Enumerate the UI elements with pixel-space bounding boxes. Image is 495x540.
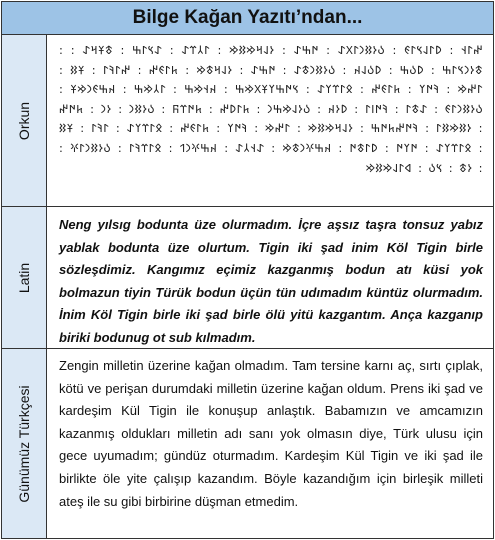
content-cell-modern-turkish bbox=[48, 349, 493, 538]
row-label-cell-orkun bbox=[2, 35, 47, 206]
table-title: Bilge Kağan Yazıtı’ndan... bbox=[2, 2, 493, 35]
latin-transliteration-text: Neng yılsıg bodunta üze olurmadım. İçre aşsız taşra tonsuz yabız yablak bodunta üze olurtum. Tigin iki şad inim Köl Tigin birle sözleşdimiz. Kangımız eçimiz kazganmış bodun atı küsi yok bolmazun tiyin Türük bodun üçün tün udımadım küntüz olurmadım. İnim Köl Tigin birle iki şad birle ölü yitü kazgantım. Ança kazganıp biriki bodunug ot sub kılmadım. bbox=[59, 217, 483, 345]
modern-turkish-text: Zengin milletin üzerine kağan olmadım. Tam tersine karnı aç, sırtı çıplak, kötü ve perişan durumdaki milletin üzerine kağan oldum. Prens iki şad ve kardeşim Kül Tigin ile konuşup anlaştık. Babamızın ve amcamızın kazanmış oldukları milletin adı sanı yok olmasın diye, Türk ulusu için gece uyumadım; gündüz oturmadım. Kardeşim Kül Tigin ve iki şad ile birlikte öle yite çalışıp kazandım. Böyle kazandığım için birleşik milleti ateş ile su gibi birbirine düşman etmedim. bbox=[59, 358, 483, 509]
content-cell-orkun bbox=[48, 35, 493, 206]
row-latin bbox=[2, 207, 493, 349]
row-label-latin: Latin bbox=[16, 262, 32, 293]
row-label-cell-latin bbox=[2, 207, 47, 348]
row-label-cell-modern-turkish bbox=[2, 349, 47, 538]
text-table bbox=[1, 1, 494, 539]
row-label-orkun: Orkun bbox=[16, 101, 32, 140]
row-modern-turkish bbox=[2, 349, 493, 538]
row-label-modern-turkish: Günümüz Türkçesi bbox=[16, 384, 32, 503]
orkun-runic-text: : 𐰤𐰃𐰭 : 𐰖𐰃𐰞𐰽𐰃𐰏 : 𐰉𐰆𐰑𐰣𐰃𐰓𐰀 : 𐰇𐰕𐰀 : 𐰆𐰞𐰺𐰢𐰑𐰢 : 𐰃𐰲𐰼𐰀 : 𐰀𐰽𐰃𐰕 : 𐱃𐱁𐰺𐰀 : 𐱃𐰆𐰣𐰽𐰃𐰕 : 𐰖𐰉𐰕 : 𐰖𐰉𐰞𐰴 : 𐰉𐰆𐰑𐰣𐱃𐰀 : 𐰇𐰕𐰀 : 𐰆𐰞𐰺𐱃𐰢 : 𐱅𐰃𐰏𐰤 : 𐰤𐰃𐰚𐰃 : 𐱁𐰑 : 𐰃𐰤𐰢 : 𐰚𐰇𐰠 : 𐱅𐰃𐰏𐰤 : 𐰋𐰃𐰼𐰠𐰀 : 𐰽𐰇𐰕𐰠𐱁𐰓𐰢𐰕 : 𐰴𐰭𐰢𐰕 : 𐰃𐰲𐰢𐰕 : 𐰴𐰕𐰏𐰣𐰢𐱁 : 𐰉𐰆𐰑𐰣𐰃𐰏 : 𐰀𐱃𐰃 : 𐰚𐰇𐰾𐰃 : 𐰖𐰆𐰴 : 𐰉𐰆𐰞𐰢𐰕𐰣 : 𐱅𐰃𐰖𐰤 : 𐱅𐰇𐰼𐰜 : 𐰉𐰆𐰑𐰣 : 𐰆𐰣 : 𐱅𐰇𐰤 : 𐰆𐰑𐰢𐰑𐰃 : 𐰚𐰇𐰤𐱅𐰇𐰕 : 𐰆𐰞𐰺𐰢𐰑𐰢 : 𐰃𐰤𐰢 : 𐰚𐰇𐰠 : 𐱅𐰃𐰏𐰤 : 𐰋𐰃𐰼𐰠𐰀 : 𐰃𐰚𐰃 : 𐱁𐰑 : 𐰋𐰃𐰼𐰠𐰀 : 𐰇𐰠𐰇 : 𐰖𐰃𐱃𐰇 : 𐰴𐰕𐰍𐰣𐱃𐰢 : 𐰀𐰭𐰲𐰀 : 𐰴𐰕𐰍𐰣𐰯 : 𐰋𐰃𐰼𐰚𐰃 : 𐰉𐰆𐰑𐰣𐰃𐰍 : 𐰆𐱃 : 𐰽𐰉 : 𐰶𐰃𐰞𐰢𐰑𐰢 : bbox=[59, 43, 484, 175]
row-orkun bbox=[2, 35, 493, 207]
content-cell-latin bbox=[48, 207, 493, 348]
